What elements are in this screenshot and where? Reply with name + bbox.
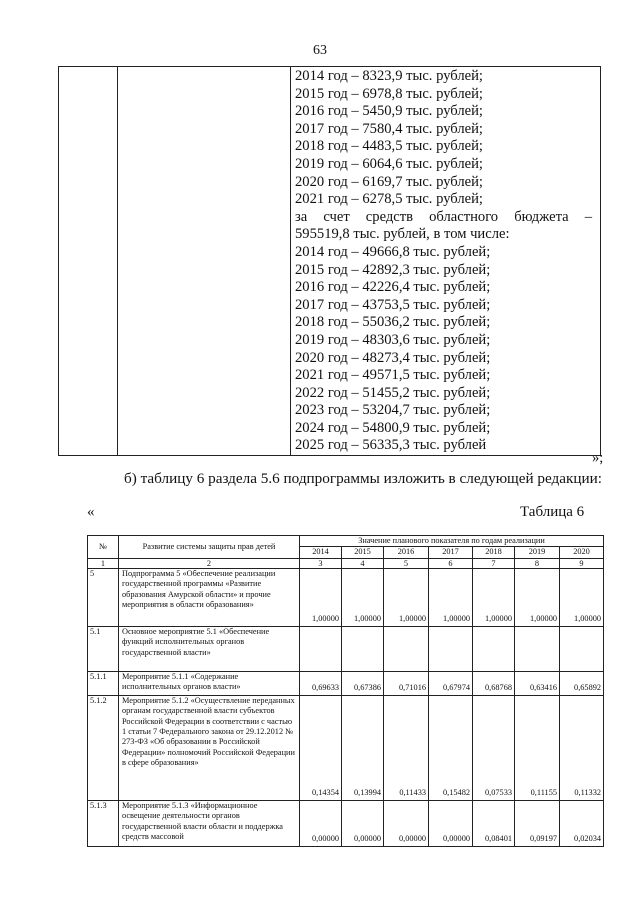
funding-line: 2024 год – 54800,9 тыс. рублей; [295, 419, 491, 436]
row-value: 1,00000 [384, 568, 429, 626]
row-value: 0,09197 [515, 800, 560, 846]
regional-budget-line [295, 209, 600, 227]
row-value: 1,00000 [560, 568, 604, 626]
row-value: 0,13994 [342, 695, 384, 800]
amendment-paragraph: б) таблицу 6 раздела 5.6 подпрограммы изложить в следующей редакции: [124, 470, 602, 487]
funding-line: 2021 год – 6278,5 тыс. рублей; [295, 191, 483, 208]
column-number: 3 [300, 558, 342, 568]
header-name: Развитие системы защиты прав детей [119, 536, 300, 559]
table-row [88, 800, 604, 846]
column-number: 5 [384, 558, 429, 568]
row-value: 0,69633 [300, 671, 342, 695]
funding-line: 2016 год – 42226,4 тыс. рублей; [295, 279, 491, 296]
table-row [88, 626, 604, 671]
row-value: 0,67974 [429, 671, 473, 695]
row-name: Мероприятие 5.1.1 «Содержание исполнительных органов власти» [119, 671, 300, 695]
row-value [515, 626, 560, 671]
funding-line: 2017 год – 43753,5 тыс. рублей; [295, 296, 491, 313]
row-value: 0,08401 [473, 800, 515, 846]
header-year: 2018 [473, 547, 515, 558]
row-value: 0,11433 [384, 695, 429, 800]
row-value: 1,00000 [515, 568, 560, 626]
row-value: 0,00000 [384, 800, 429, 846]
row-number: 5.1 [88, 626, 119, 671]
table-row [88, 671, 604, 695]
row-value: 0,11332 [560, 695, 604, 800]
funding-line: 2015 год – 42892,3 тыс. рублей; [295, 261, 491, 278]
row-value: 0,00000 [300, 800, 342, 846]
funding-table [58, 66, 601, 456]
funding-line: 2016 год – 5450,9 тыс. рублей; [295, 103, 483, 120]
column-number: 7 [473, 558, 515, 568]
row-number: 5.1.2 [88, 695, 119, 800]
page-number: 63 [313, 43, 327, 58]
regional-budget-total: 595519,8 тыс. рублей, в том числе: [295, 226, 510, 243]
table-row [88, 568, 604, 626]
table-caption: Таблица 6 [520, 504, 585, 520]
row-number: 5.1.1 [88, 671, 119, 695]
row-value [300, 626, 342, 671]
regional-budget-word: областного [429, 208, 499, 225]
row-value: 0,71016 [384, 671, 429, 695]
row-value: 0,02034 [560, 800, 604, 846]
row-value: 0,00000 [342, 800, 384, 846]
row-name: Подпрограмма 5 «Обеспечение реализации государственной программы «Развитие образования Амурской области» и прочие мероприятия в области образования» [119, 568, 300, 626]
column-number: 4 [342, 558, 384, 568]
funding-line: 2021 год – 49571,5 тыс. рублей; [295, 367, 491, 384]
header-years-group: Значение планового показателя по годам реализации [300, 536, 604, 547]
row-value: 0,00000 [429, 800, 473, 846]
row-name: Мероприятие 5.1.3 «Информационное освещение деятельности органов государственной власти области и поддержка средств массовой [119, 800, 300, 846]
row-value: 0,15482 [429, 695, 473, 800]
header-year: 2014 [300, 547, 342, 558]
row-value: 0,11155 [515, 695, 560, 800]
funding-empty-cell [118, 67, 291, 456]
table-row [88, 695, 604, 800]
funding-line: 2025 год – 56335,3 тыс. рублей [295, 437, 487, 454]
indicator-table [87, 535, 604, 847]
regional-budget-word: за [295, 208, 308, 225]
closing-quote: »; [592, 450, 604, 466]
row-number: 5 [88, 568, 119, 626]
row-value [429, 626, 473, 671]
funding-line: 2020 год – 48273,4 тыс. рублей; [295, 349, 491, 366]
row-value [473, 626, 515, 671]
header-year: 2020 [560, 547, 604, 558]
funding-line: 2020 год – 6169,7 тыс. рублей; [295, 173, 483, 190]
funding-line: 2014 год – 8323,9 тыс. рублей; [295, 68, 483, 84]
funding-empty-cell [59, 67, 118, 456]
header-year: 2015 [342, 547, 384, 558]
funding-line: 2017 год – 7580,4 тыс. рублей; [295, 120, 483, 137]
opening-quote: « [87, 504, 95, 520]
column-number: 2 [119, 558, 300, 568]
funding-line: 2014 год – 49666,8 тыс. рублей; [295, 243, 491, 260]
row-value: 1,00000 [429, 568, 473, 626]
funding-text-cell [291, 67, 601, 456]
column-number: 8 [515, 558, 560, 568]
row-name: Основное мероприятие 5.1 «Обеспечение функций исполнительных органов государственной власти» [119, 626, 300, 671]
row-value: 0,07533 [473, 695, 515, 800]
column-number: 6 [429, 558, 473, 568]
row-value [342, 626, 384, 671]
funding-line: 2019 год – 6064,6 тыс. рублей; [295, 155, 483, 172]
row-value: 1,00000 [300, 568, 342, 626]
row-value [384, 626, 429, 671]
funding-line: 2018 год – 4483,5 тыс. рублей; [295, 138, 483, 155]
header-number: № [88, 536, 119, 559]
row-value [560, 626, 604, 671]
regional-budget-word: средств [365, 208, 414, 225]
funding-line: 2019 год – 48303,6 тыс. рублей; [295, 331, 491, 348]
funding-line: 2015 год – 6978,8 тыс. рублей; [295, 85, 483, 102]
row-value: 0,68768 [473, 671, 515, 695]
funding-line: 2018 год – 55036,2 тыс. рублей; [295, 314, 491, 331]
column-number: 1 [88, 558, 119, 568]
row-number: 5.1.3 [88, 800, 119, 846]
header-year: 2019 [515, 547, 560, 558]
regional-budget-word: счет [323, 208, 350, 225]
row-name: Мероприятие 5.1.2 «Осуществление переданных органам государственной власти субъектов Российской Федерации в соответствии с частью 1 статьи 7 Федерального закона от 29.12.2012 № 273-ФЗ «Об образовании в Российской Федерации» полномочий Российской Федерации в сфере образования» [119, 695, 300, 800]
funding-line: 2023 год – 53204,7 тыс. рублей; [295, 402, 491, 419]
header-year: 2016 [384, 547, 429, 558]
row-value: 0,65892 [560, 671, 604, 695]
regional-budget-word: бюджета [514, 208, 569, 225]
row-value: 1,00000 [473, 568, 515, 626]
funding-line: 2022 год – 51455,2 тыс. рублей; [295, 384, 491, 401]
row-value: 0,67386 [342, 671, 384, 695]
regional-budget-word: – [584, 208, 592, 225]
row-value: 0,14354 [300, 695, 342, 800]
row-value: 0,63416 [515, 671, 560, 695]
column-number: 9 [560, 558, 604, 568]
header-year: 2017 [429, 547, 473, 558]
row-value: 1,00000 [342, 568, 384, 626]
